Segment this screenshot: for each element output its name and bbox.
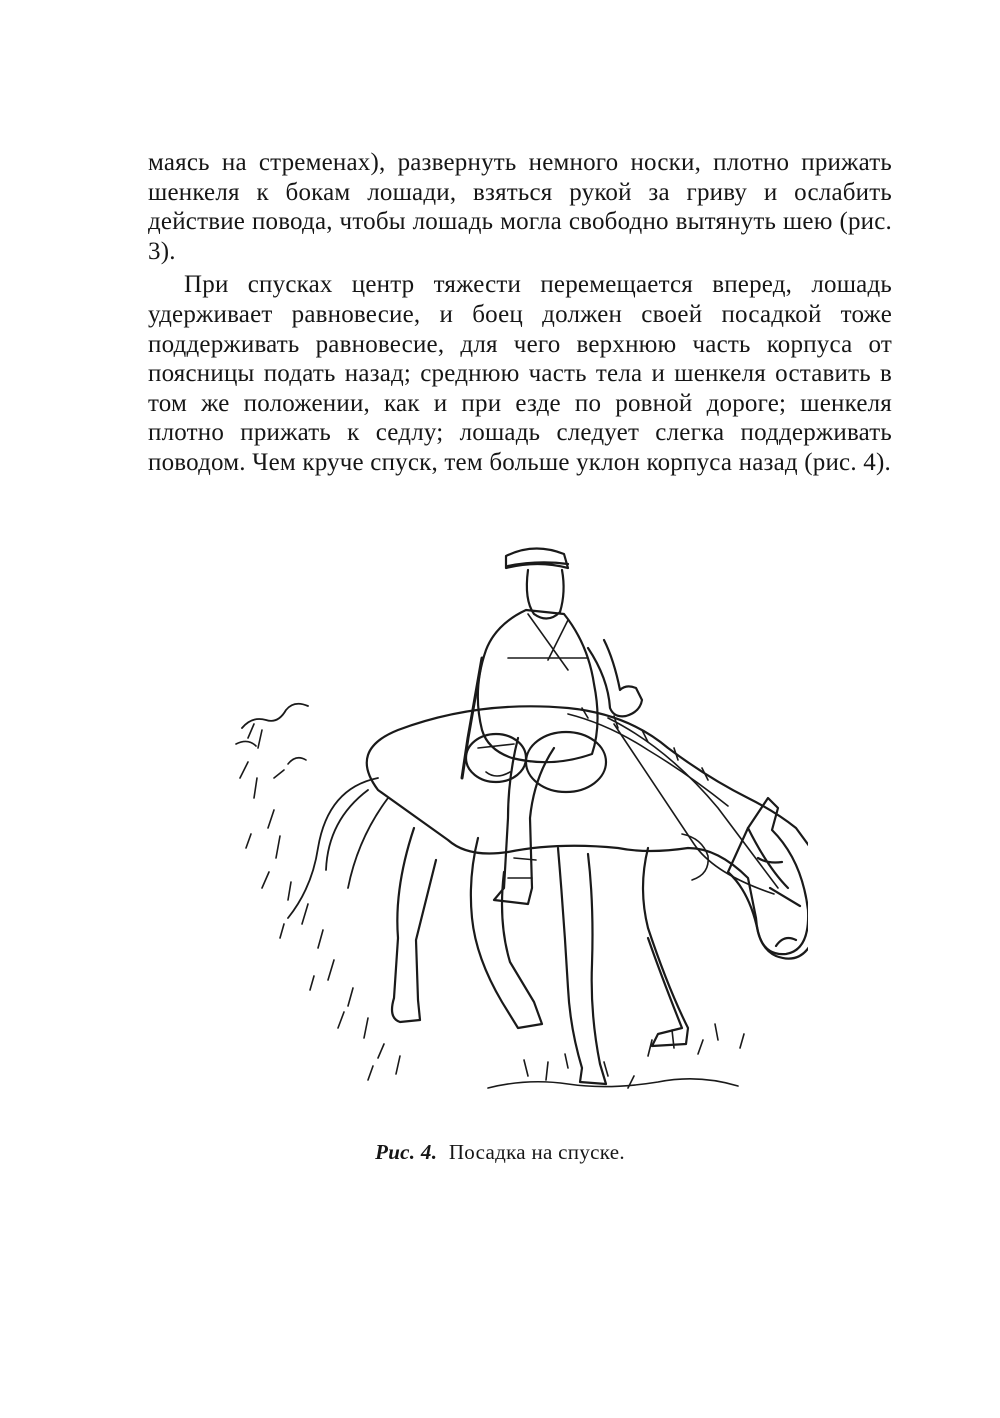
horse-foreleg: [558, 848, 606, 1084]
caption-number: 4.: [420, 1140, 438, 1164]
ground-hatching: [236, 704, 744, 1088]
rider-straps: [508, 614, 588, 670]
rider-torso: [478, 610, 598, 762]
paragraph-continuation: маясь на стременах), развернуть немного носки, плотно прижать шенкеля к бокам лошади, взяться рукой за гриву и ослабить действие повода, чтобы лошадь могла свободно вытянуть шею (рис. 3).: [148, 149, 892, 265]
body-text: [148, 148, 892, 478]
rider-on-descent-drawing: [228, 528, 808, 1130]
horse-head: [728, 798, 808, 954]
caption-label: Рис.: [375, 1140, 416, 1164]
horse-foreleg-2: [643, 848, 688, 1046]
figure-caption: [0, 1140, 1000, 1165]
caption-text: Посадка на спуске.: [448, 1140, 625, 1164]
horse-tail: [288, 778, 388, 918]
rider-cap: [506, 548, 568, 568]
horse-body: [367, 706, 808, 958]
paragraph-descent: При спусках центр тяжести перемещается вперед, лошадь удерживает равновесие, и боец должен своей посадкой тоже поддерживать равновесие, для чего верхнюю часть корпуса от поясницы подать назад; среднюю часть тела и шенкеля оставить в том же положении, как и при езде по ровной дороге; шенкеля плотно прижать к седлу; лошадь следует слегка поддерживать поводом. Чем круче спуск, тем больше уклон корпуса назад (рис. 4).: [148, 271, 892, 476]
reins: [608, 718, 778, 894]
figure-illustration: [228, 528, 808, 1130]
horse-hind-leg: [392, 828, 436, 1022]
